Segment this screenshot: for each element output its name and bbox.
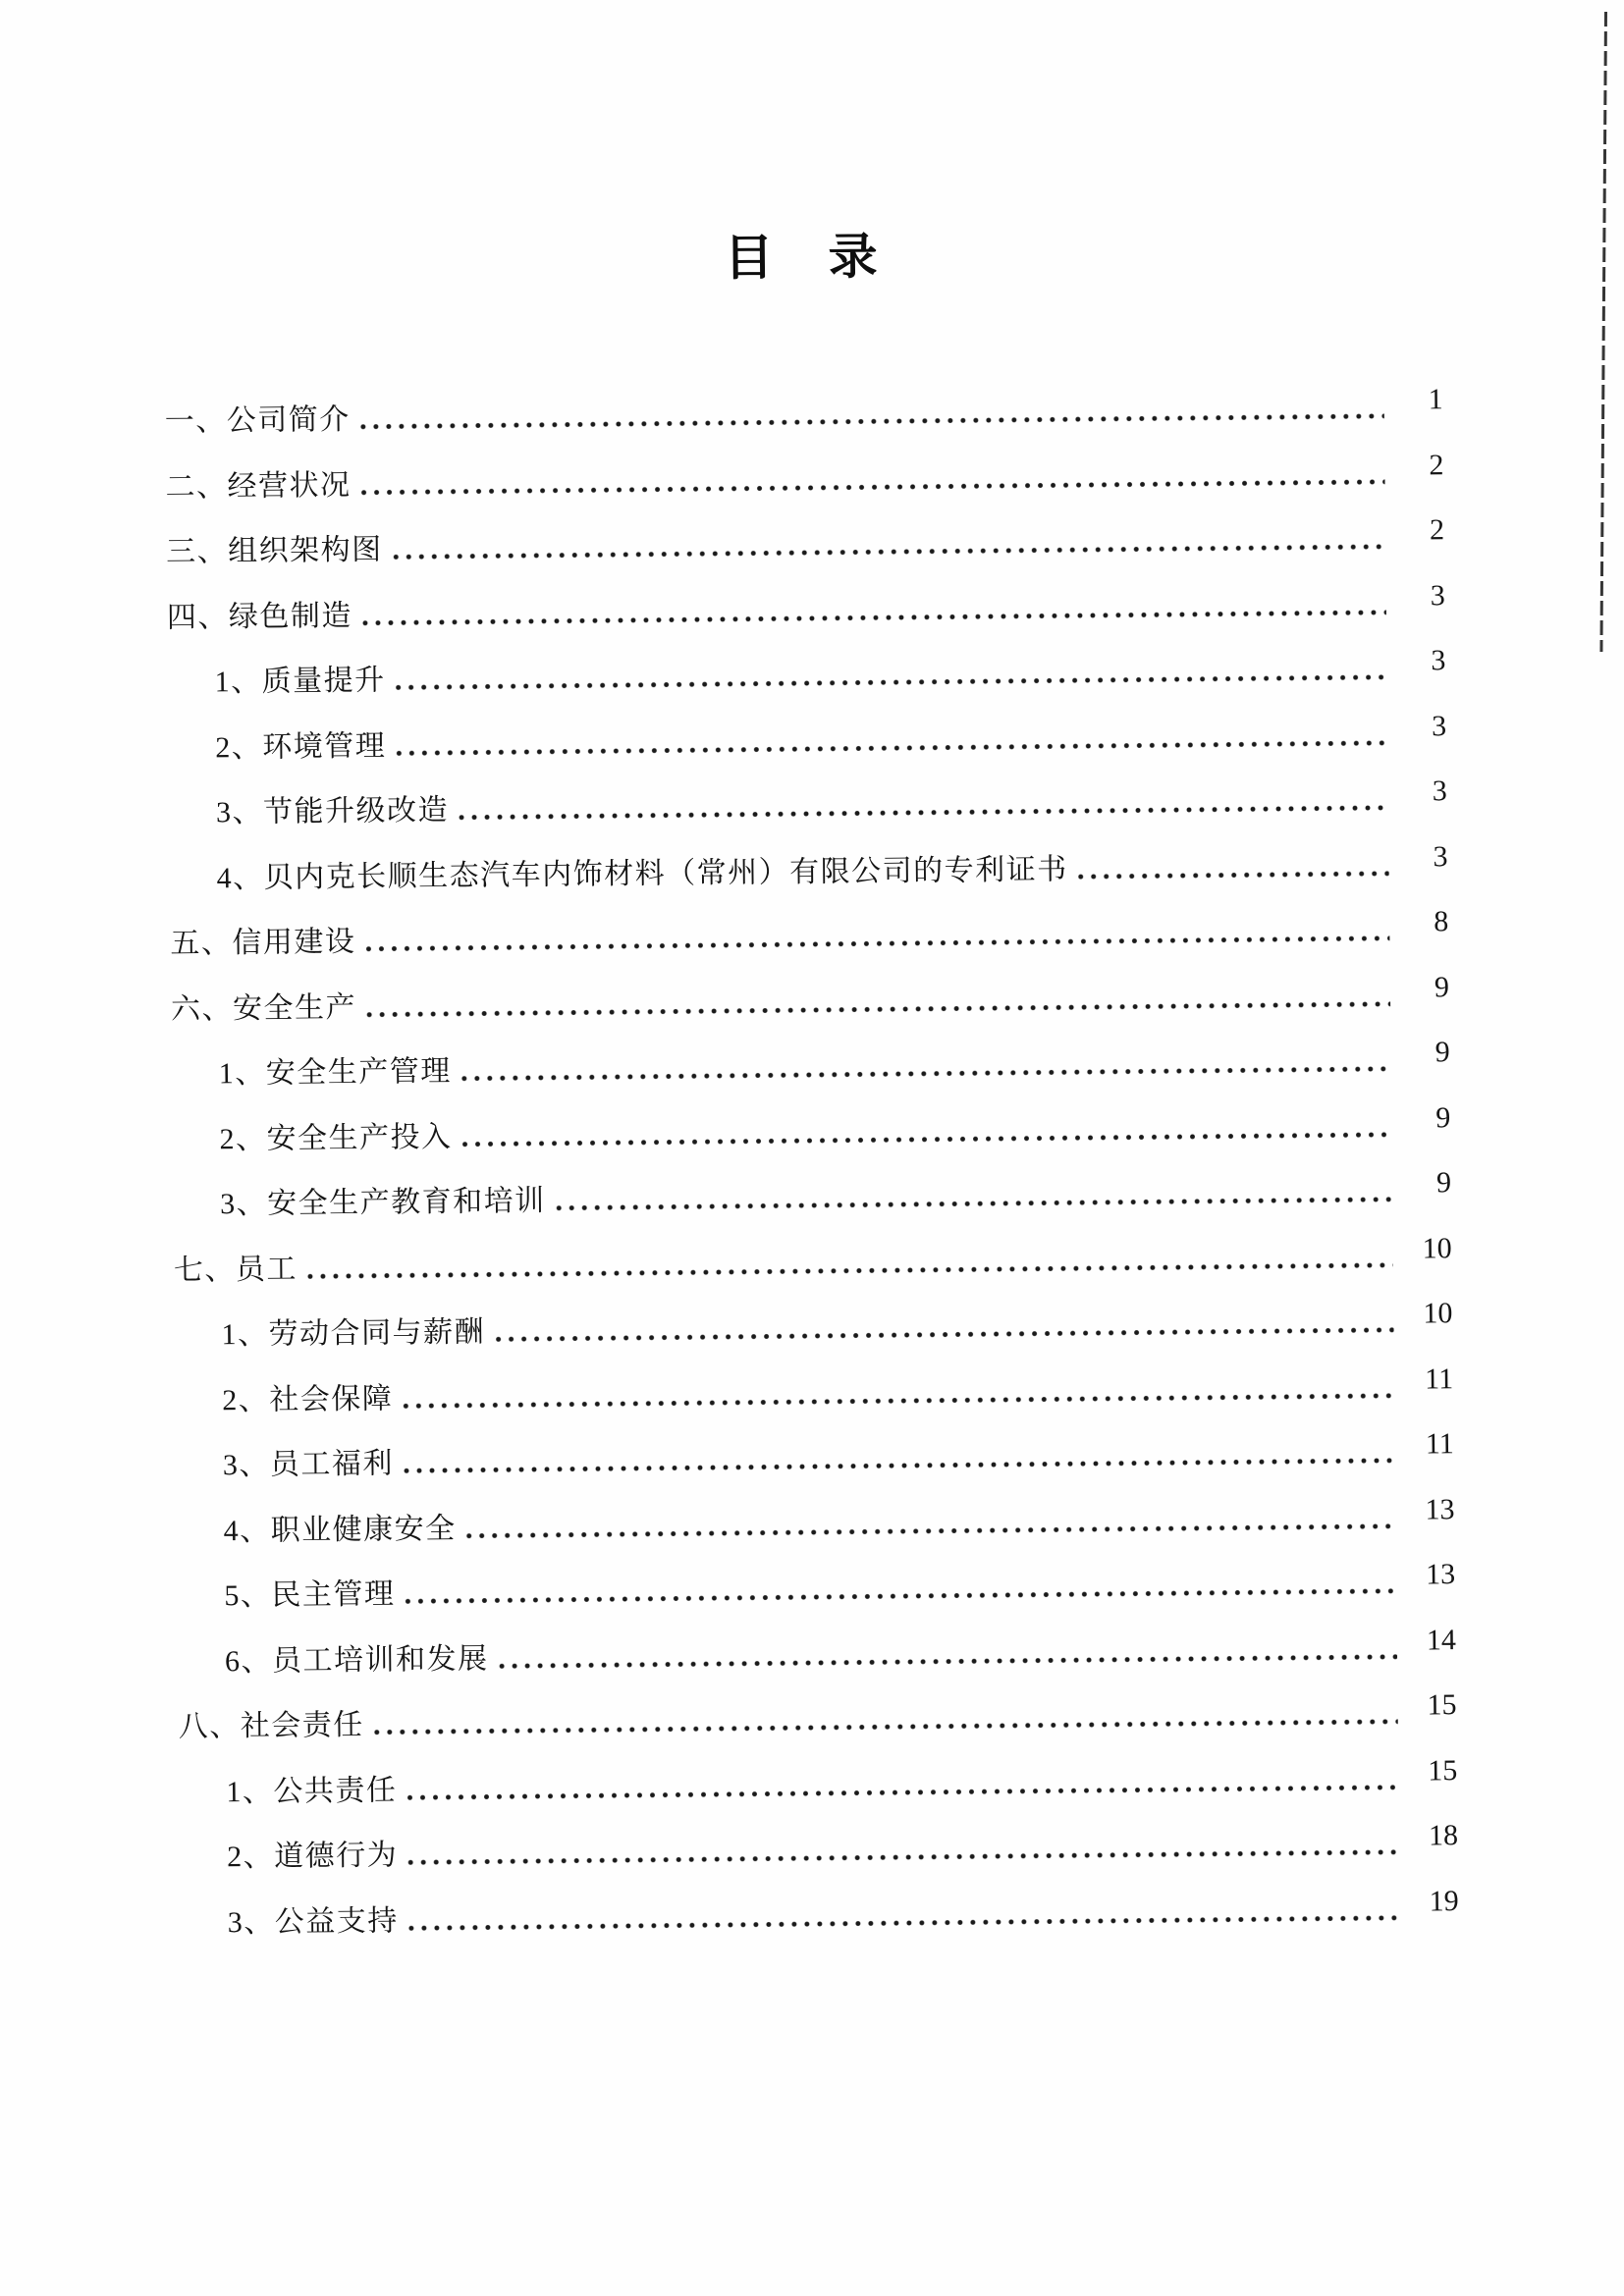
toc-entry-label: 2、环境管理 bbox=[215, 729, 387, 764]
toc-entry bbox=[178, 1688, 1457, 1743]
toc-entry-label: 6、员工培训和发展 bbox=[224, 1641, 489, 1678]
toc-entry bbox=[177, 1558, 1456, 1613]
toc-entry bbox=[173, 1231, 1452, 1287]
toc-entry-page: 8 bbox=[1434, 905, 1449, 938]
toc-entry-page: 9 bbox=[1435, 1036, 1450, 1069]
toc-entry-label: 4、职业健康安全 bbox=[223, 1512, 457, 1547]
toc-dot-leader bbox=[404, 1456, 1395, 1476]
toc-entry bbox=[167, 644, 1446, 699]
toc-entry-page: 14 bbox=[1426, 1623, 1457, 1656]
toc-dot-leader bbox=[396, 737, 1387, 758]
toc-entry bbox=[170, 970, 1450, 1026]
page-title: 目 录 bbox=[724, 229, 881, 286]
toc-dot-leader bbox=[366, 998, 1390, 1019]
toc-entry-page: 19 bbox=[1429, 1884, 1459, 1917]
toc-entry-label: 2、道德行为 bbox=[226, 1839, 399, 1874]
toc-entry bbox=[172, 1036, 1450, 1091]
toc-entry-page: 10 bbox=[1423, 1297, 1453, 1330]
toc-list bbox=[164, 383, 1459, 1939]
toc-entry-label: 5、民主管理 bbox=[224, 1577, 396, 1613]
toc-entry-label: 四、绿色制造 bbox=[166, 599, 353, 634]
toc-dot-leader bbox=[407, 1847, 1399, 1868]
toc-dot-leader bbox=[556, 1195, 1393, 1213]
toc-entry-page: 3 bbox=[1433, 839, 1448, 873]
toc-dot-leader bbox=[1078, 868, 1389, 881]
toc-entry-label: 3、节能升级改造 bbox=[215, 793, 450, 829]
toc-entry-page: 1 bbox=[1428, 383, 1443, 416]
toc-entry bbox=[178, 1623, 1457, 1679]
toc-dot-leader bbox=[461, 1129, 1391, 1148]
toc-entry-page: 9 bbox=[1435, 1166, 1452, 1200]
toc-entry-label: 八、社会责任 bbox=[178, 1708, 364, 1743]
toc-entry bbox=[170, 905, 1449, 960]
toc-entry-page: 13 bbox=[1425, 1492, 1455, 1525]
toc-entry bbox=[166, 578, 1445, 634]
toc-dot-leader bbox=[405, 1586, 1396, 1607]
toc-dot-leader bbox=[495, 1325, 1394, 1345]
toc-entry-page: 13 bbox=[1426, 1558, 1456, 1591]
toc-entry-page: 11 bbox=[1425, 1427, 1454, 1461]
scan-artifact-line bbox=[1599, 12, 1607, 652]
toc-entry-label: 1、劳动合同与薪酬 bbox=[221, 1315, 486, 1352]
toc-entry-label: 4、贝内克长顺生态汽车内饰材料（常州）有限公司的专利证书 bbox=[216, 852, 1068, 894]
toc-entry bbox=[175, 1362, 1454, 1417]
toc-entry bbox=[170, 839, 1448, 895]
toc-entry-label: 3、安全生产教育和培训 bbox=[219, 1184, 546, 1221]
toc-entry-page: 11 bbox=[1425, 1362, 1454, 1395]
toc-entry bbox=[164, 383, 1443, 438]
toc-entry-page: 10 bbox=[1422, 1231, 1452, 1264]
toc-entry bbox=[180, 1819, 1459, 1874]
toc-entry-page: 3 bbox=[1432, 774, 1448, 808]
toc-entry-page: 9 bbox=[1435, 1100, 1451, 1134]
toc-entry bbox=[176, 1492, 1455, 1548]
toc-entry-page: 3 bbox=[1431, 709, 1447, 742]
toc-dot-leader bbox=[365, 934, 1389, 954]
toc-dot-leader bbox=[406, 1782, 1398, 1802]
toc-dot-leader bbox=[360, 411, 1384, 432]
toc-entry bbox=[168, 709, 1447, 765]
toc-entry-page: 2 bbox=[1429, 513, 1445, 547]
toc-entry-page: 3 bbox=[1430, 578, 1445, 612]
toc-dot-leader bbox=[362, 607, 1386, 627]
toc-entry-label: 七、员工 bbox=[173, 1252, 298, 1287]
toc-entry bbox=[173, 1166, 1452, 1221]
toc-content bbox=[163, 211, 1460, 1972]
toc-entry-label: 二、经营状况 bbox=[165, 468, 352, 504]
toc-entry-label: 3、公益支持 bbox=[227, 1903, 399, 1939]
toc-entry bbox=[174, 1297, 1453, 1352]
toc-dot-leader bbox=[361, 476, 1385, 497]
toc-entry-page: 15 bbox=[1428, 1753, 1458, 1787]
toc-entry bbox=[181, 1884, 1459, 1940]
toc-entry-page: 15 bbox=[1427, 1688, 1457, 1722]
toc-entry bbox=[166, 513, 1445, 568]
toc-entry-label: 1、安全生产管理 bbox=[218, 1054, 452, 1091]
toc-dot-leader bbox=[403, 1390, 1394, 1411]
toc-dot-leader bbox=[307, 1259, 1393, 1281]
toc-entry-page: 2 bbox=[1429, 448, 1444, 481]
toc-entry bbox=[176, 1427, 1454, 1482]
toc-entry-label: 1、质量提升 bbox=[214, 664, 386, 699]
toc-dot-leader bbox=[393, 542, 1386, 562]
toc-entry bbox=[179, 1753, 1458, 1809]
toc-entry-label: 三、组织架构图 bbox=[166, 533, 383, 568]
toc-dot-leader bbox=[459, 803, 1388, 823]
toc-entry-label: 3、员工福利 bbox=[222, 1447, 395, 1482]
toc-entry-page: 3 bbox=[1431, 644, 1446, 677]
toc-entry bbox=[165, 448, 1444, 504]
toc-dot-leader bbox=[408, 1912, 1400, 1933]
toc-entry-label: 五、信用建设 bbox=[170, 925, 356, 960]
toc-entry-label: 一、公司简介 bbox=[164, 402, 351, 438]
toc-dot-leader bbox=[499, 1651, 1398, 1671]
toc-entry bbox=[169, 774, 1448, 829]
toc-entry-page: 9 bbox=[1434, 970, 1450, 1003]
toc-entry-label: 六、安全生产 bbox=[170, 990, 357, 1026]
toc-entry-page: 18 bbox=[1428, 1819, 1459, 1852]
toc-dot-leader bbox=[374, 1717, 1398, 1737]
toc-entry-label: 2、安全生产投入 bbox=[219, 1120, 453, 1155]
toc-entry bbox=[172, 1100, 1451, 1156]
toc-entry-label: 1、公共责任 bbox=[226, 1773, 398, 1808]
toc-dot-leader bbox=[396, 672, 1387, 693]
toc-dot-leader bbox=[466, 1521, 1396, 1540]
toc-entry-label: 2、社会保障 bbox=[222, 1381, 394, 1416]
toc-dot-leader bbox=[461, 1064, 1391, 1084]
